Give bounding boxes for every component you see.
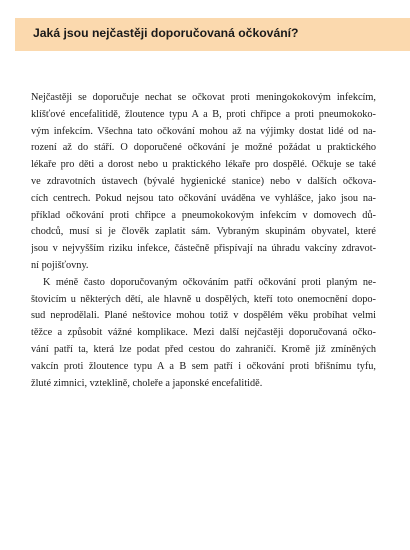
text-line: vakcín proti žloutence typu A a B sem patří i očkování proti břišnímu tyfu, xyxy=(31,360,376,372)
text-line: klíšťové encefalitidě, žloutence typu A a B, proti chřipce a proti pneumokoko- xyxy=(31,108,376,120)
text-line: K méně často doporučovaným očkováním patří očkování proti planým ne- xyxy=(43,276,376,288)
text-line: lékaře pro děti a dorost nebo u praktického lékaře pro dospělé. Očkuje se také xyxy=(31,159,376,171)
section-title: Jaká jsou nejčastěji doporučovaná očkování? xyxy=(33,26,299,40)
text-line: chodců, musí si je člověk zaplatit sám. Vybraným skupinám obyvatel, které xyxy=(31,226,376,238)
text-line: jsou v nejvyšším riziku infekce, částečně přispívají na úhradu vakcíny zdravot- xyxy=(31,243,376,255)
text-line: ní pojišťovny. xyxy=(31,259,89,271)
text-line: vým infekcím. Všechna tato očkování mohou až na výjimky dostat lidé od na- xyxy=(31,125,376,137)
text-line: sud neprodělali. Plané neštovice mohou totiž v dospělém věku probíhat velmi xyxy=(31,310,376,322)
text-line: cích centrech. Pokud nejsou tato očkování uváděna ve vyhlášce, jako jsou na- xyxy=(31,192,376,204)
text-line: Nejčastěji se doporučuje nechat se očkovat proti meningokokovým infekcím, xyxy=(31,92,376,103)
paragraph-1 xyxy=(31,90,376,275)
text-line: žluté zimnici, vzteklině, choleře a japonské encefalitidě. xyxy=(31,377,263,389)
text-line: štovicím u některých dětí, ale hlavně u dospělých, kteří toto onemocnění dopo- xyxy=(31,293,376,305)
section-header-band xyxy=(15,18,410,51)
text-line: ve zdravotních ústavech (bývalé hygienické stanice) nebo v dalších očkova- xyxy=(31,175,376,187)
text-line: rození až do stáří. O doporučené očkování je možné požádat u praktického xyxy=(31,142,376,154)
text-line: těžce a způsobit vážné komplikace. Mezi další nejčastěji doporučovaná očko- xyxy=(31,327,376,339)
paragraph-2 xyxy=(31,275,376,393)
body-text xyxy=(31,90,376,392)
text-line: příklad očkování proti chřipce a pneumokokovým infekcím v domovech dů- xyxy=(31,209,376,221)
text-line: vání patří ta, která lze podat před cestou do zahraničí. Kromě již zmíněných xyxy=(31,343,376,355)
